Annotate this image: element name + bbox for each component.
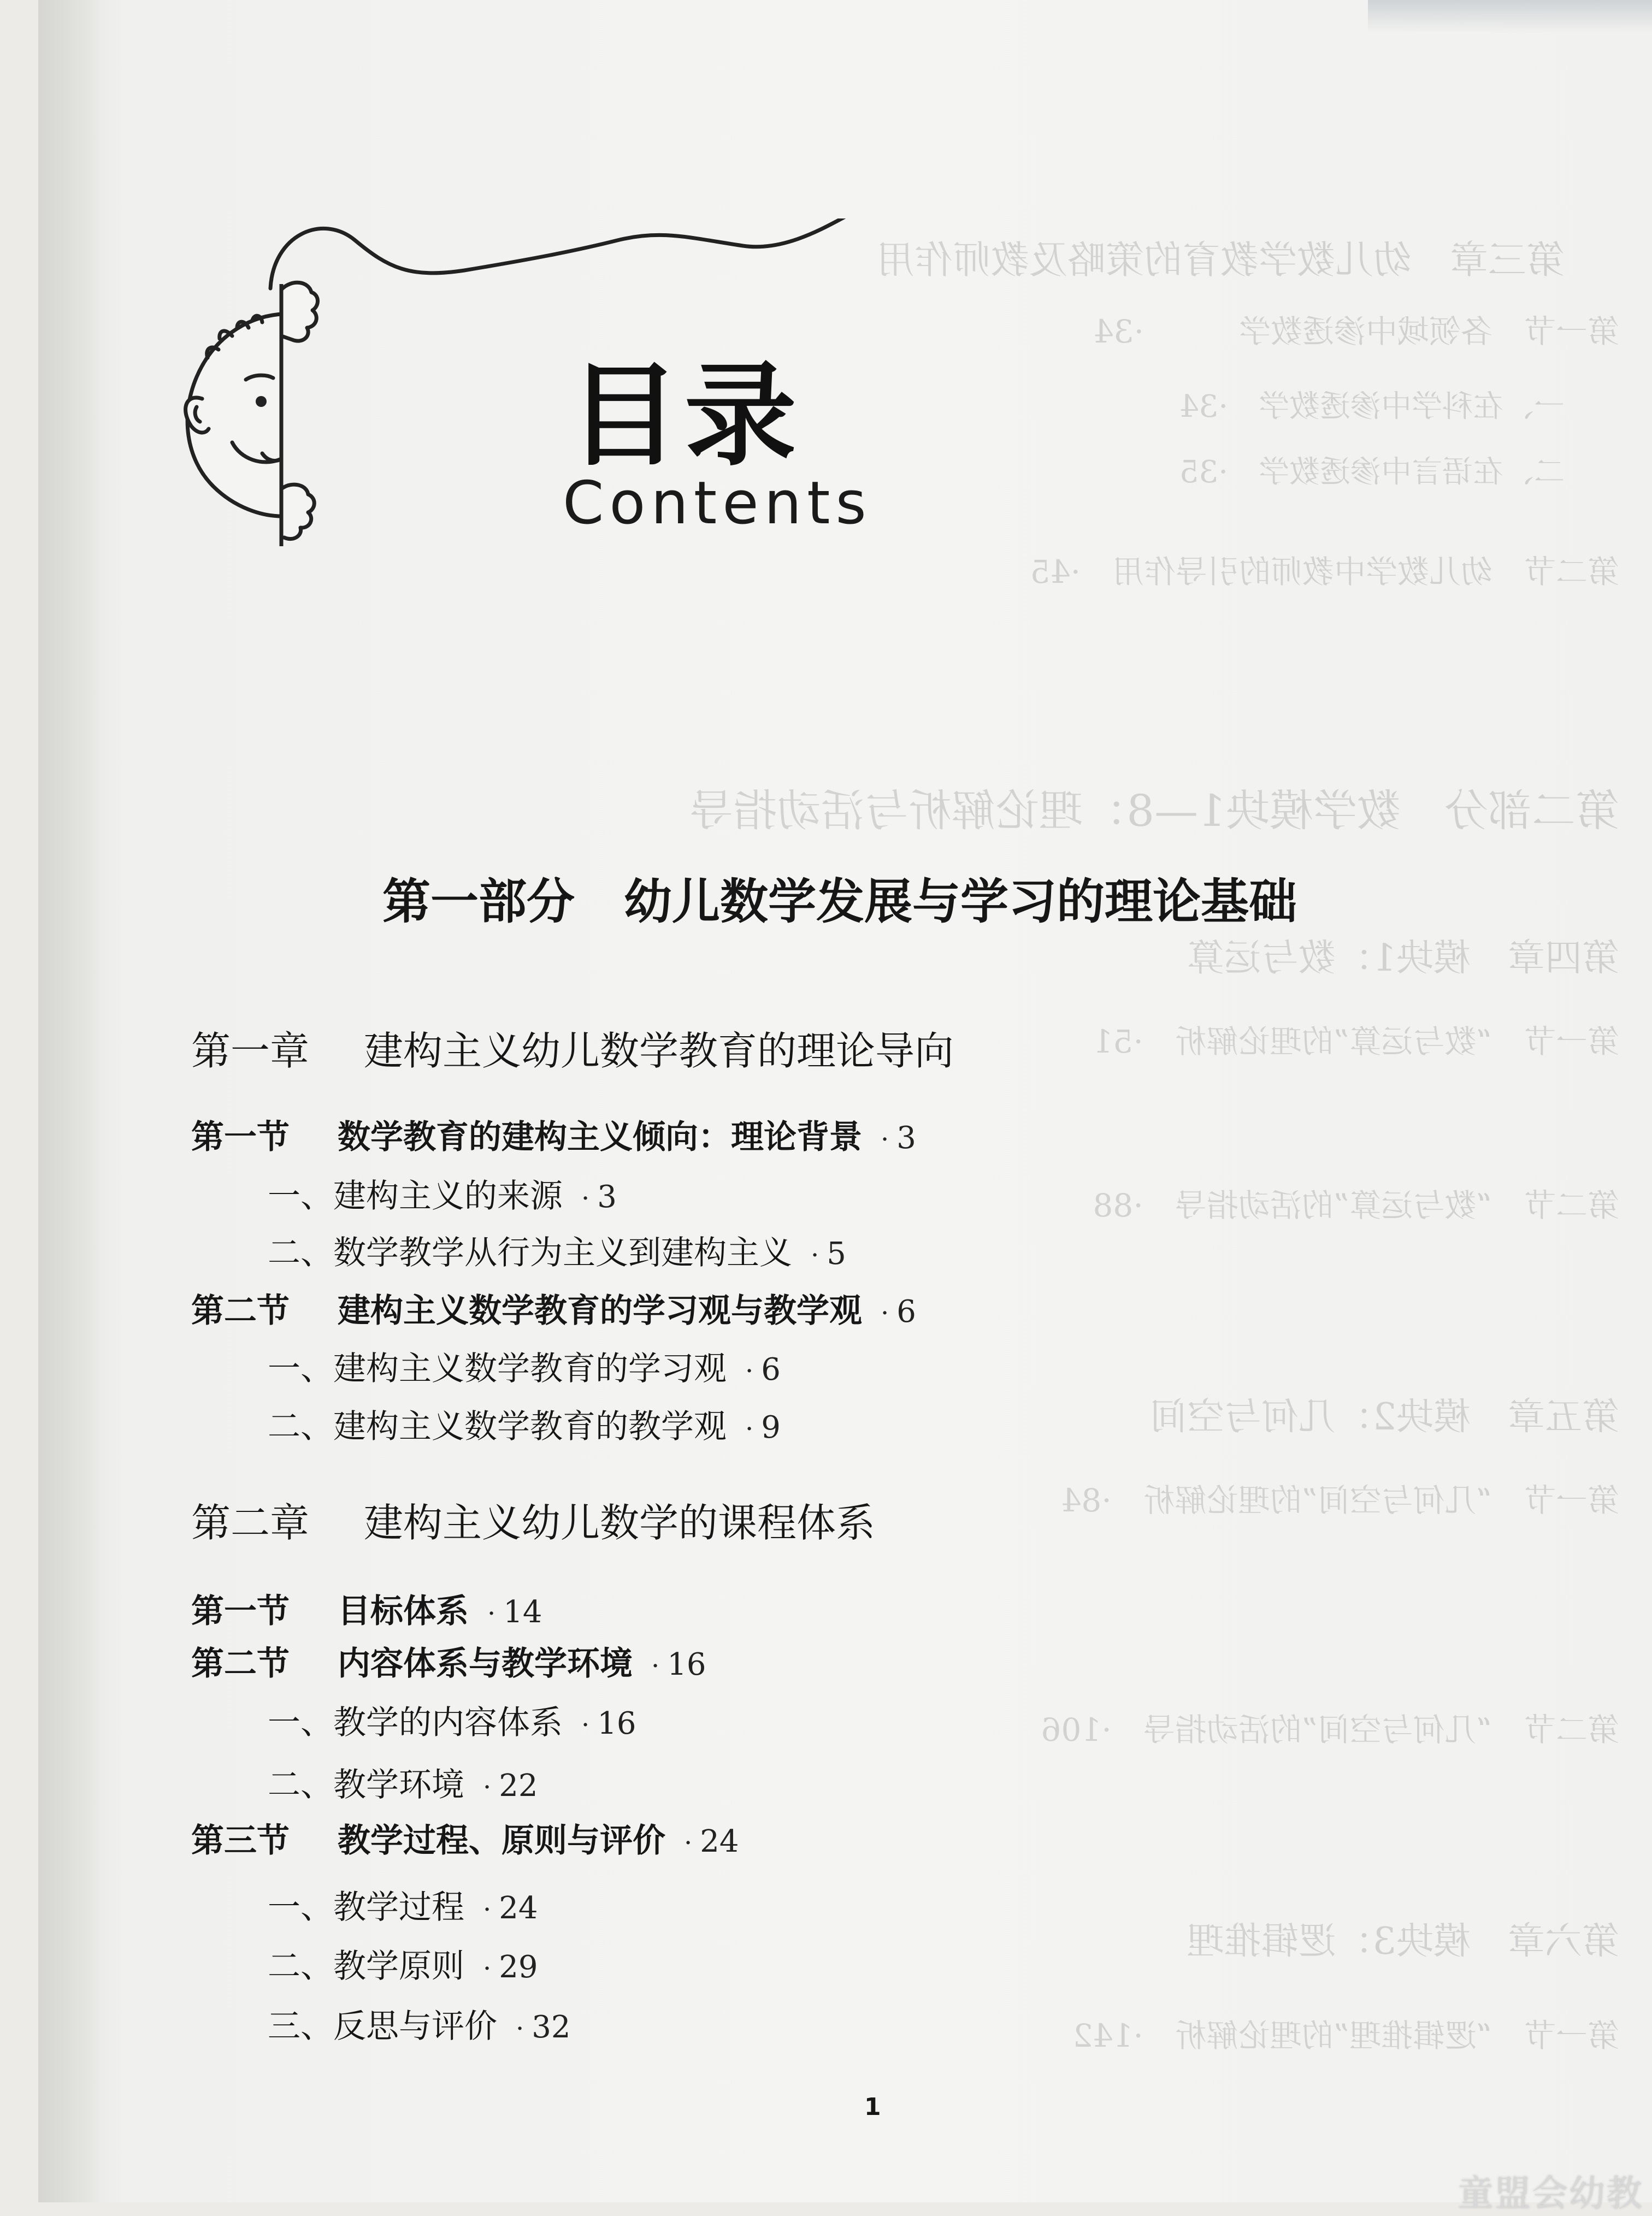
item-title: 二、建构主义数学教育的教学观 xyxy=(268,1408,727,1446)
chapter-label: 第一章 xyxy=(191,1028,310,1074)
item-title: 二、教学原则 xyxy=(268,1947,464,1985)
chapter-title: 建构主义幼儿数学的课程体系 xyxy=(364,1500,876,1546)
toc-title: 目录 xyxy=(568,351,801,481)
boy-face-icon xyxy=(186,282,318,539)
chapter-title: 建构主义幼儿数学教育的理论导向 xyxy=(364,1028,954,1074)
item-title: 三、反思与评价 xyxy=(268,2007,497,2046)
part-title-text: 幼儿数学发展与学习的理论基础 xyxy=(624,873,1297,930)
part-heading xyxy=(382,873,1297,930)
toc-chapter-2[interactable] xyxy=(191,1500,876,1546)
page-number: · 6 xyxy=(881,1294,916,1329)
page-number: · 3 xyxy=(881,1120,916,1156)
page-number: · 3 xyxy=(581,1179,617,1215)
section-label: 第三节 xyxy=(191,1822,290,1860)
section-label: 第一节 xyxy=(191,1118,290,1156)
page-number: · 24 xyxy=(684,1824,739,1859)
toc-item[interactable] xyxy=(268,1888,538,1927)
toc-section[interactable] xyxy=(191,1645,706,1683)
page-number: · 14 xyxy=(487,1594,542,1630)
page-number: · 9 xyxy=(745,1410,781,1445)
section-label: 第一节 xyxy=(191,1592,290,1630)
item-title: 二、数学教学从行为主义到建构主义 xyxy=(268,1234,792,1272)
chapter-label: 第二章 xyxy=(191,1500,310,1546)
page-number: · 22 xyxy=(483,1768,538,1804)
section-title: 教学过程、原则与评价 xyxy=(338,1822,665,1860)
toc-section[interactable] xyxy=(191,1822,739,1860)
section-label: 第二节 xyxy=(191,1645,290,1683)
page-number: · 29 xyxy=(483,1949,538,1985)
toc-section[interactable] xyxy=(191,1592,542,1630)
corner-decoration xyxy=(1368,0,1652,33)
toc-item[interactable] xyxy=(268,1234,846,1272)
item-title: 一、建构主义数学教育的学习观 xyxy=(268,1350,727,1388)
toc-item[interactable] xyxy=(268,1350,781,1388)
binding-shadow xyxy=(38,0,104,2202)
page-folio: 1 xyxy=(864,2093,881,2121)
item-title: 一、教学过程 xyxy=(268,1888,464,1927)
page-number: · 6 xyxy=(745,1352,781,1387)
toc-item[interactable] xyxy=(268,1408,781,1446)
item-title: 一、建构主义的来源 xyxy=(268,1177,563,1215)
toc-item[interactable] xyxy=(268,2007,571,2046)
toc-item[interactable] xyxy=(268,1947,538,1985)
toc-chapter-1[interactable] xyxy=(191,1028,954,1074)
section-title: 内容体系与教学环境 xyxy=(338,1645,633,1683)
toc-section[interactable] xyxy=(191,1118,916,1156)
toc-subtitle: Contents xyxy=(563,469,872,537)
section-title: 数学教育的建构主义倾向：理论背景 xyxy=(338,1118,862,1156)
page-number: · 24 xyxy=(483,1890,538,1926)
page-number: · 32 xyxy=(516,2010,571,2045)
item-title: 一、教学的内容体系 xyxy=(268,1704,563,1742)
toc-item[interactable] xyxy=(268,1766,538,1804)
page-number: · 5 xyxy=(811,1236,846,1272)
page-number: · 16 xyxy=(581,1706,636,1741)
item-title: 二、教学环境 xyxy=(268,1766,464,1804)
part-label: 第一部分 xyxy=(382,873,575,930)
watermark: 童盟会幼教 xyxy=(1458,2172,1643,2214)
section-title: 目标体系 xyxy=(338,1592,469,1630)
string-line xyxy=(270,218,852,288)
toc-item[interactable] xyxy=(268,1177,617,1215)
section-label: 第二节 xyxy=(191,1292,290,1330)
page-number: · 16 xyxy=(651,1647,706,1682)
section-title: 建构主义数学教育的学习观与教学观 xyxy=(338,1292,862,1330)
toc-section[interactable] xyxy=(191,1292,916,1330)
toc-item[interactable] xyxy=(268,1704,636,1742)
